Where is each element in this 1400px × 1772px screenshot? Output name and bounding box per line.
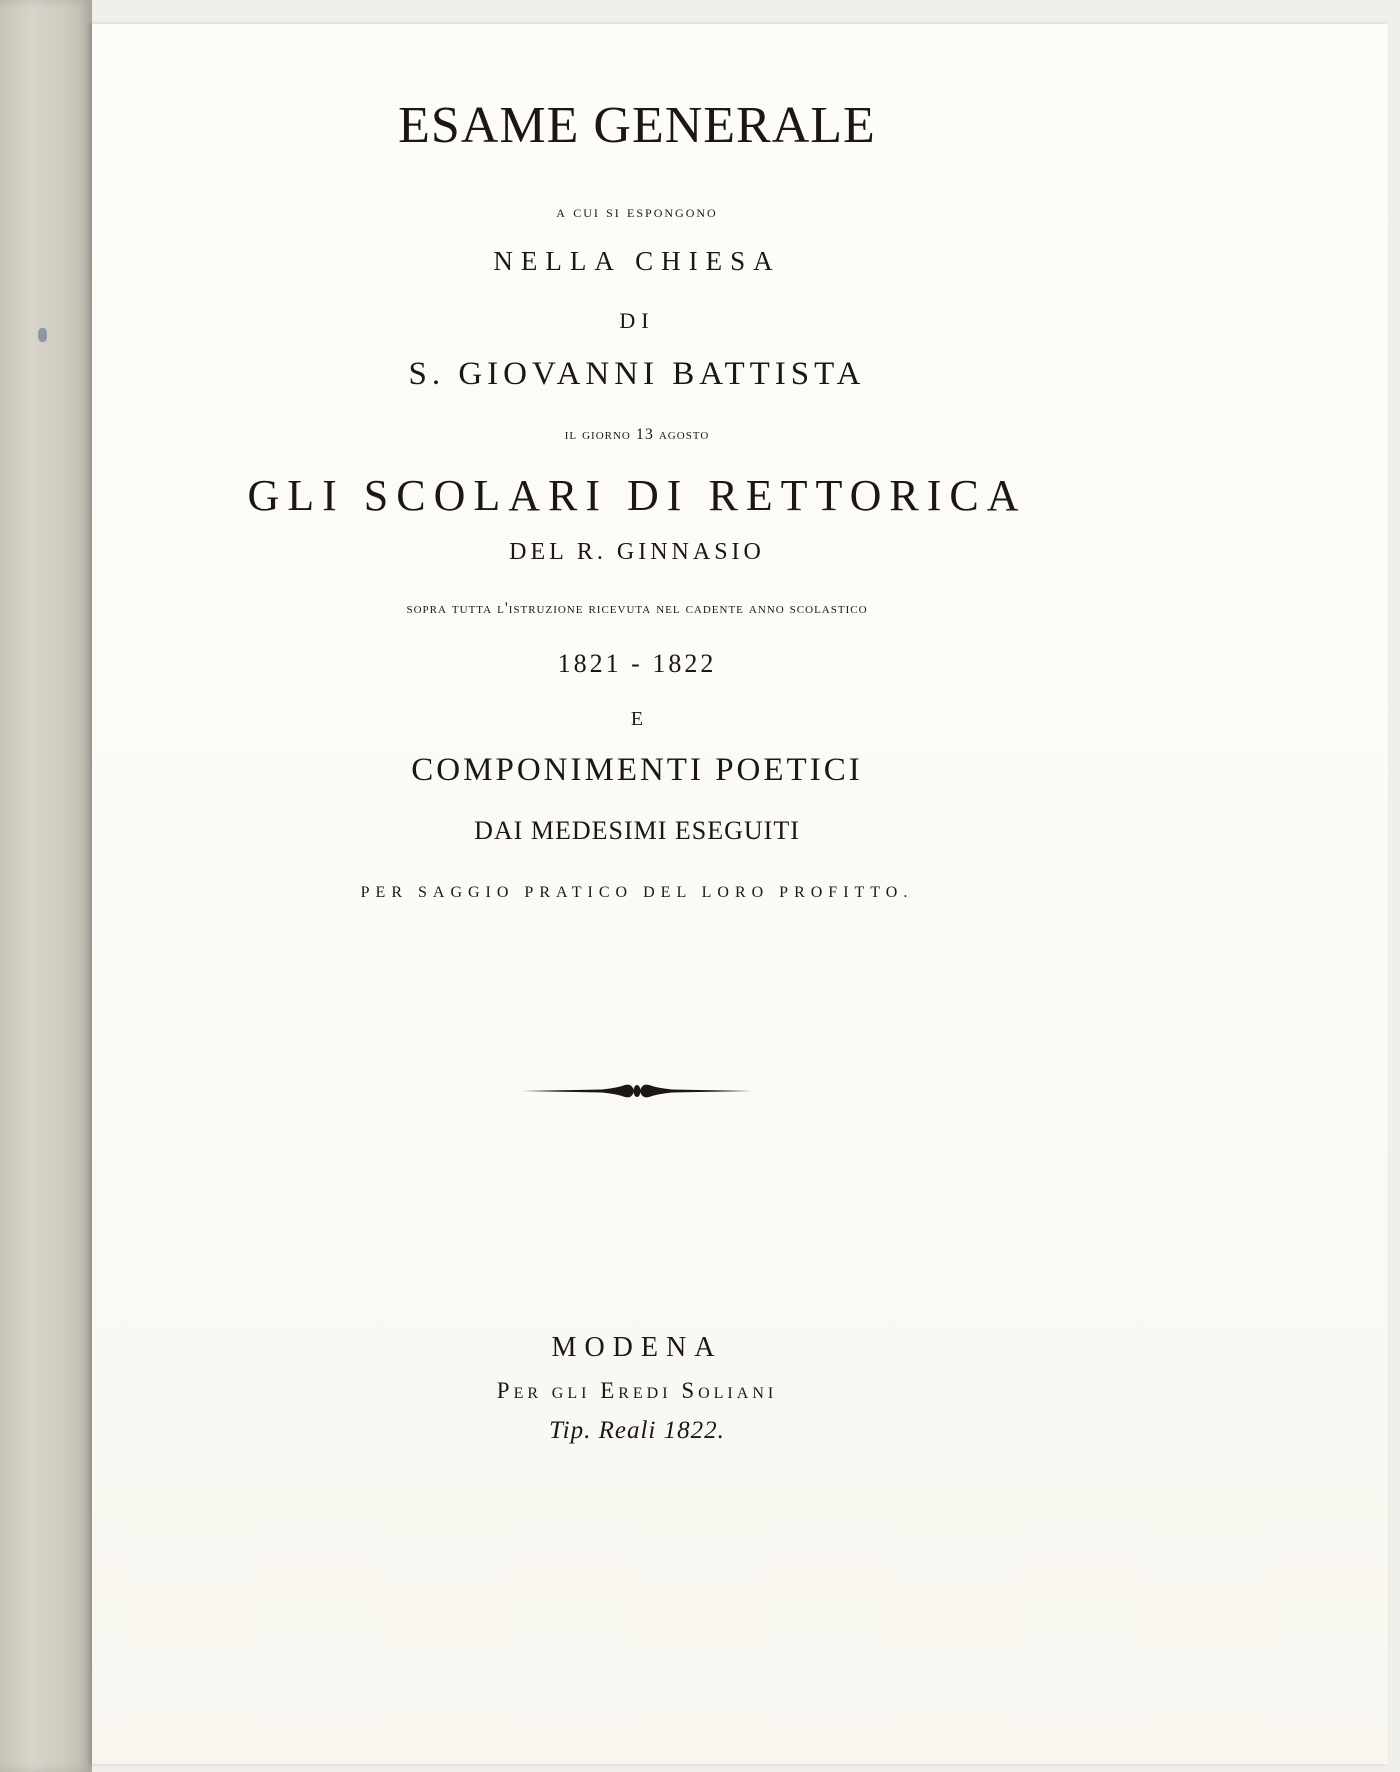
city-line: MODENA [551, 1332, 723, 1363]
ornament-divider-icon [522, 1080, 752, 1102]
scolari-heading: GLI SCOLARI DI RETTORICA [247, 471, 1027, 520]
title-page [92, 24, 1388, 1764]
di-line: DI [619, 308, 655, 333]
saint-name: S. GIOVANNI BATTISTA [408, 356, 866, 392]
medesimi-line: DAI MEDESIMI ESEGUITI [474, 816, 800, 845]
saggio-line: PER SAGGIO PRATICO DEL LORO PROFITTO. [360, 884, 914, 901]
printer-line: Per gli Eredi Soliani [496, 1378, 778, 1403]
imprint-line: Tip. Reali 1822. [549, 1417, 725, 1444]
church-line: NELLA CHIESA [493, 246, 781, 276]
subtitle-line: a cui si espongono [556, 202, 718, 221]
sopra-line: sopra tutta l'istruzione ricevuta nel cadente anno scolastico [406, 600, 868, 617]
componimenti-heading: COMPONIMENTI POETICI [411, 752, 863, 788]
book-spine-edge [0, 0, 92, 1772]
ginnasio-line: DEL R. GINNASIO [509, 539, 765, 565]
date-line: il giorno 13 agosto [564, 426, 710, 443]
conjunction-e: E [630, 708, 644, 730]
years-line: 1821 - 1822 [557, 649, 717, 678]
document-title: ESAME GENERALE [398, 97, 876, 154]
ink-fleck [38, 328, 47, 342]
